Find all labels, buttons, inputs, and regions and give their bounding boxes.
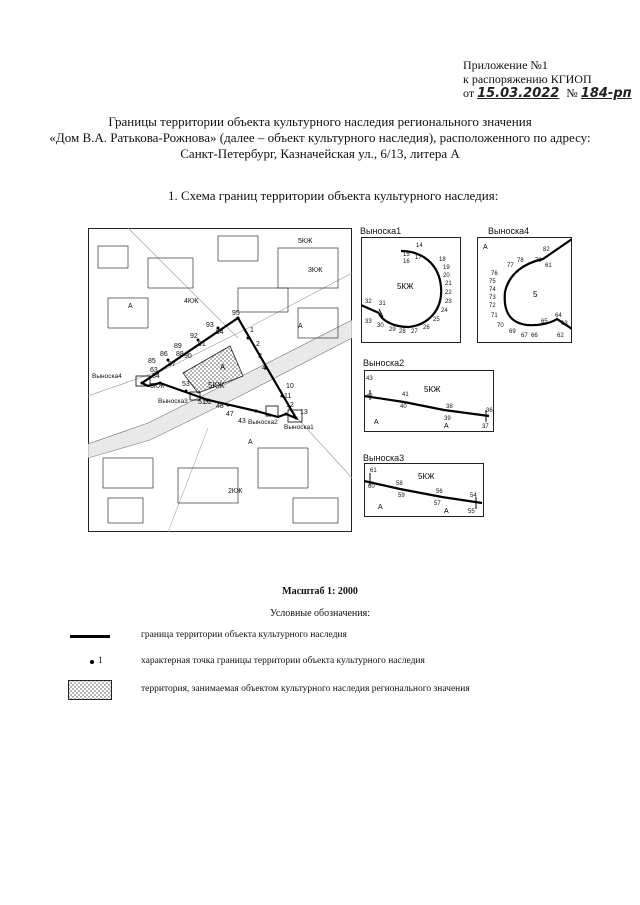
map-label: 56 bbox=[436, 489, 443, 495]
point-label: 43 bbox=[238, 418, 246, 425]
map-label: 74 bbox=[489, 287, 496, 293]
map-label: 66 bbox=[531, 333, 538, 339]
map-label: А bbox=[444, 508, 449, 515]
map-label: 37 bbox=[482, 424, 489, 430]
title-line-1: Границы территории объекта культурного наследия регионального значения bbox=[108, 114, 532, 129]
map-label: 39 bbox=[444, 416, 451, 422]
map-label: 65 bbox=[541, 319, 548, 325]
map-label: 21 bbox=[445, 281, 452, 287]
building-letter: А bbox=[298, 323, 303, 330]
point-label: 1 bbox=[250, 327, 254, 334]
point-label: 63 bbox=[150, 367, 158, 374]
map-label: 42 bbox=[366, 394, 373, 400]
point-label: 52 bbox=[204, 399, 212, 406]
map-label: 5КЖ bbox=[424, 385, 441, 394]
callout4-map bbox=[477, 237, 572, 343]
callout1-map bbox=[361, 237, 461, 343]
map-label: 19 bbox=[443, 265, 450, 271]
legend-heading: Условные обозначения: bbox=[269, 608, 370, 619]
legend-hatch-text: территория, занимаемая объектом культурного наследия регионального значения bbox=[141, 684, 470, 694]
legend-point-label: 1 bbox=[98, 656, 103, 666]
map-label: 15 bbox=[403, 252, 410, 258]
map-label: 22 bbox=[445, 290, 452, 296]
callout-label: Выноска1 bbox=[284, 424, 314, 431]
map-label: 14 bbox=[416, 243, 423, 249]
callout2-map bbox=[364, 370, 494, 432]
legend-point-text: характерная точка границы территории объекта культурного наследия bbox=[141, 656, 425, 666]
legend-point-symbol bbox=[90, 660, 94, 664]
handwritten-number: 184-рп bbox=[580, 86, 632, 101]
point-label: 95 bbox=[232, 310, 240, 317]
callout4-title: Выноска4 bbox=[488, 226, 530, 236]
date-prefix: от bbox=[463, 86, 475, 100]
building-code: 5КЖ bbox=[208, 381, 225, 390]
point-label: 48 bbox=[216, 403, 224, 410]
callout3-title: Выноска3 bbox=[363, 453, 405, 463]
map-label: 17 bbox=[415, 255, 422, 261]
point-label: 87 bbox=[168, 361, 176, 368]
callout-label: Выноска2 bbox=[248, 419, 278, 426]
map-label: 5 bbox=[533, 290, 538, 299]
map-label: 62 bbox=[557, 333, 564, 339]
legend-line-text: граница территории объекта культурного наследия bbox=[141, 630, 347, 640]
building-code: 4КЖ bbox=[184, 298, 199, 305]
map-scale: Масштаб 1: 2000 bbox=[282, 586, 358, 597]
map-label: 25 bbox=[433, 317, 440, 323]
point-label: 51 bbox=[198, 399, 206, 406]
map-label: 72 bbox=[489, 303, 496, 309]
map-label: 75 bbox=[489, 279, 496, 285]
map-label: А bbox=[378, 504, 383, 511]
building-letter: А bbox=[248, 439, 253, 446]
legend-line-symbol bbox=[70, 635, 110, 638]
map-label: 70 bbox=[497, 323, 504, 329]
point-label: 85 bbox=[148, 358, 156, 365]
point-label: 89 bbox=[174, 343, 182, 350]
map-label: 63 bbox=[561, 321, 568, 327]
map-label: 41 bbox=[402, 392, 409, 398]
point-label: 53 bbox=[182, 381, 190, 388]
map-label: 82 bbox=[543, 247, 550, 253]
point-label: 90 bbox=[184, 353, 192, 360]
order-date-number bbox=[463, 86, 632, 101]
map-label: 16 bbox=[403, 259, 410, 265]
point-label: 84 bbox=[152, 373, 160, 380]
point-label: 92 bbox=[190, 333, 198, 340]
point-label: 4 bbox=[262, 365, 266, 372]
callout3-map bbox=[364, 463, 484, 517]
point-label: 11 bbox=[284, 393, 292, 400]
order-reference: к распоряжению КГИОП bbox=[463, 72, 592, 86]
map-label: 5КЖ bbox=[418, 472, 435, 481]
building-code: 5КЖ bbox=[298, 238, 313, 245]
point-label: 86 bbox=[160, 351, 168, 358]
map-label: 43 bbox=[366, 376, 373, 382]
map-label: 76 bbox=[491, 271, 498, 277]
map-label: 61 bbox=[545, 263, 552, 269]
map-label: 73 bbox=[489, 295, 496, 301]
point-label: 88 bbox=[176, 351, 184, 358]
map-label: 33 bbox=[365, 319, 372, 325]
map-label: 24 bbox=[441, 308, 448, 314]
map-label: 23 bbox=[445, 299, 452, 305]
title-line-3: Санкт-Петербург, Казначейская ул., 6/13, литера А bbox=[180, 146, 460, 161]
appendix-number: Приложение №1 bbox=[463, 58, 548, 72]
map-label: 54 bbox=[470, 493, 477, 499]
handwritten-date: 15.03.2022 bbox=[477, 86, 560, 101]
legend-hatch-symbol bbox=[68, 680, 112, 700]
map-label: 77 bbox=[507, 263, 514, 269]
map-label: 28 bbox=[399, 329, 406, 335]
map-label: 40 bbox=[400, 404, 407, 410]
map-label: 27 bbox=[411, 329, 418, 335]
title-line-2: «Дом В.А. Ратькова-Рожнова» (далее – объект культурного наследия), расположенного по адресу: bbox=[49, 130, 591, 145]
building-letter: А bbox=[128, 303, 133, 310]
number-prefix: № bbox=[566, 86, 578, 100]
map-label: 36 bbox=[486, 408, 493, 414]
map-label: А bbox=[444, 423, 449, 430]
map-label: 20 bbox=[443, 273, 450, 279]
point-label: 2 bbox=[256, 341, 260, 348]
map-label: 59 bbox=[398, 493, 405, 499]
map-label: 69 bbox=[509, 329, 516, 335]
map-label: 31 bbox=[379, 301, 386, 307]
building-letter: А bbox=[220, 363, 226, 372]
point-label: 10 bbox=[286, 383, 294, 390]
map-label: 30 bbox=[377, 323, 384, 329]
point-label: 94 bbox=[216, 329, 224, 336]
point-label: 3 bbox=[258, 353, 262, 360]
map-label: 5КЖ bbox=[397, 282, 414, 291]
map-label: 79 bbox=[535, 258, 542, 264]
map-label: 67 bbox=[521, 333, 528, 339]
point-label: 47 bbox=[226, 411, 234, 418]
map-label: 26 bbox=[423, 325, 430, 331]
map-label: 71 bbox=[491, 313, 498, 319]
map-label: 61 bbox=[370, 468, 377, 474]
callout2-title: Выноска2 bbox=[363, 358, 405, 368]
map-label: 32 bbox=[365, 299, 372, 305]
main-boundary-map bbox=[88, 228, 352, 532]
building-code: 2КЖ bbox=[228, 488, 243, 495]
map-label: 29 bbox=[389, 327, 396, 333]
callout-label: Выноска4 bbox=[92, 373, 122, 380]
point-label: 91 bbox=[198, 341, 206, 348]
building-code: 3КЖ bbox=[308, 267, 323, 274]
callout-label: Выноска3 bbox=[158, 398, 188, 405]
map-label: 38 bbox=[446, 404, 453, 410]
map-label: А bbox=[374, 419, 379, 426]
map-label: 64 bbox=[555, 313, 562, 319]
map-label: 60 bbox=[368, 484, 375, 490]
map-label: 18 bbox=[439, 257, 446, 263]
callout1-title: Выноска1 bbox=[360, 226, 402, 236]
building-code: 5КЖ bbox=[150, 383, 165, 390]
map-label: 78 bbox=[517, 258, 524, 264]
section-heading: 1. Схема границ территории объекта культурного наследия: bbox=[168, 188, 499, 203]
point-label: 13 bbox=[300, 409, 308, 416]
map-label: 58 bbox=[396, 481, 403, 487]
point-label: 93 bbox=[206, 322, 214, 329]
map-label: 55 bbox=[468, 509, 475, 515]
point-label: 12 bbox=[286, 402, 294, 409]
map-label: 57 bbox=[434, 501, 441, 507]
map-label: А bbox=[483, 244, 488, 251]
